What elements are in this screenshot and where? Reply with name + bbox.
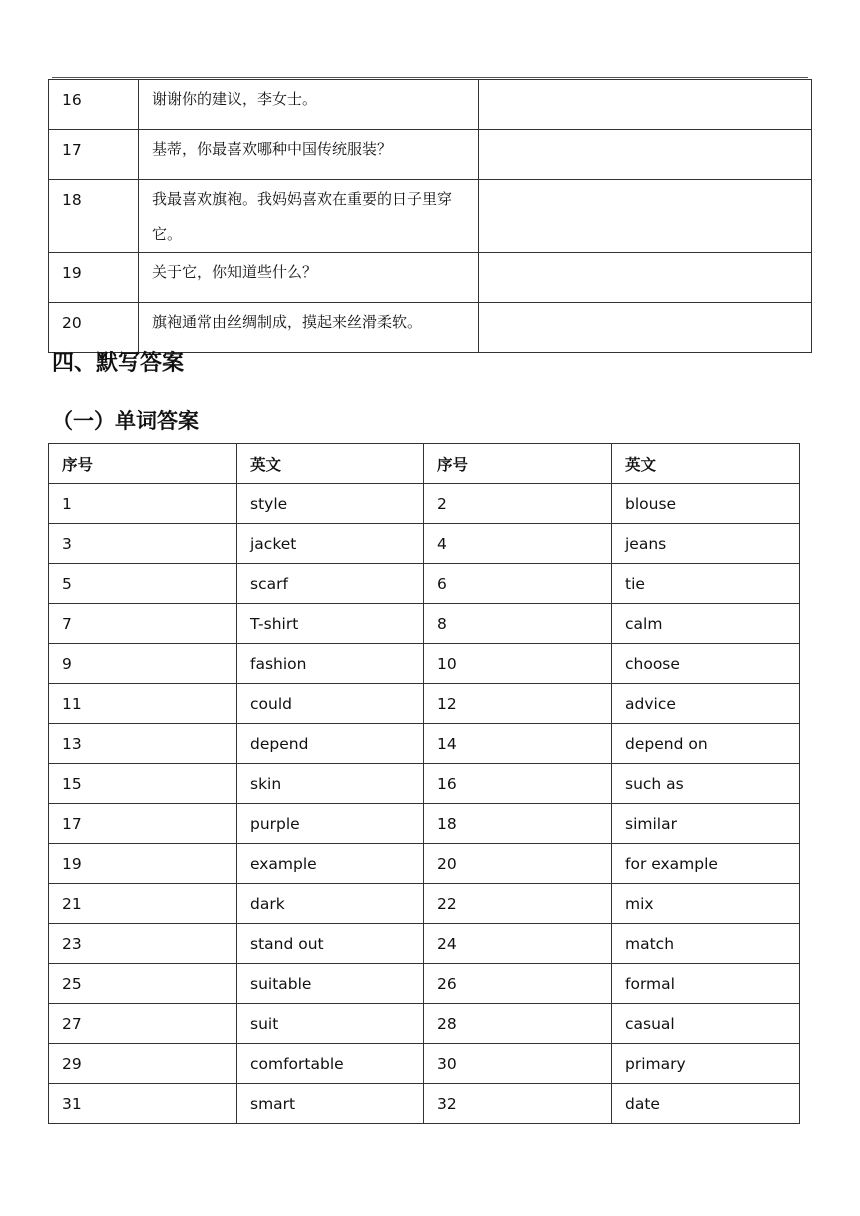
- word-table-header-row: [49, 444, 800, 484]
- english-word: scarf: [237, 564, 424, 604]
- english-word: could: [237, 684, 424, 724]
- header-english: 英文: [612, 444, 800, 484]
- chinese-sentence: 旗袍通常由丝绸制成，摸起来丝滑柔软。: [139, 303, 479, 353]
- chinese-sentence: 关于它，你知道些什么？: [139, 253, 479, 303]
- table-row: [49, 724, 800, 764]
- sentence-table: [48, 79, 812, 353]
- chinese-sentence: 谢谢你的建议，李女士。: [139, 80, 479, 130]
- english-word: mix: [612, 884, 800, 924]
- section-title: 四、默写答案: [52, 351, 185, 376]
- table-row: [49, 130, 812, 180]
- table-row: [49, 564, 800, 604]
- table-row: [49, 604, 800, 644]
- table-row: [49, 1004, 800, 1044]
- word-number: 12: [424, 684, 612, 724]
- english-word: skin: [237, 764, 424, 804]
- word-number: 4: [424, 524, 612, 564]
- english-word: purple: [237, 804, 424, 844]
- word-number: 7: [49, 604, 237, 644]
- english-word: T-shirt: [237, 604, 424, 644]
- word-number: 30: [424, 1044, 612, 1084]
- row-number: 18: [49, 180, 139, 253]
- word-number: 13: [49, 724, 237, 764]
- word-number: 19: [49, 844, 237, 884]
- word-number: 14: [424, 724, 612, 764]
- word-number: 8: [424, 604, 612, 644]
- word-number: 29: [49, 1044, 237, 1084]
- word-number: 28: [424, 1004, 612, 1044]
- english-word: date: [612, 1084, 800, 1124]
- word-number: 20: [424, 844, 612, 884]
- answer-cell: [479, 303, 812, 353]
- header-english: 英文: [237, 444, 424, 484]
- english-word: match: [612, 924, 800, 964]
- english-word: depend on: [612, 724, 800, 764]
- word-number: 5: [49, 564, 237, 604]
- table-row: [49, 804, 800, 844]
- table-row: [49, 80, 812, 130]
- word-number: 15: [49, 764, 237, 804]
- answer-cell: [479, 80, 812, 130]
- english-word: stand out: [237, 924, 424, 964]
- row-number: 16: [49, 80, 139, 130]
- header-number: 序号: [424, 444, 612, 484]
- english-word: similar: [612, 804, 800, 844]
- table-row: [49, 764, 800, 804]
- table-row: [49, 884, 800, 924]
- english-word: advice: [612, 684, 800, 724]
- english-word: formal: [612, 964, 800, 1004]
- table-row: [49, 964, 800, 1004]
- word-answer-table: [48, 443, 800, 1124]
- word-number: 25: [49, 964, 237, 1004]
- english-word: for example: [612, 844, 800, 884]
- word-number: 22: [424, 884, 612, 924]
- table-row: [49, 484, 800, 524]
- word-number: 3: [49, 524, 237, 564]
- word-number: 1: [49, 484, 237, 524]
- chinese-sentence: 基蒂，你最喜欢哪种中国传统服装？: [139, 130, 479, 180]
- english-word: style: [237, 484, 424, 524]
- english-word: calm: [612, 604, 800, 644]
- english-word: casual: [612, 1004, 800, 1044]
- english-word: depend: [237, 724, 424, 764]
- table-row: [49, 1044, 800, 1084]
- word-number: 26: [424, 964, 612, 1004]
- word-number: 18: [424, 804, 612, 844]
- english-word: dark: [237, 884, 424, 924]
- table-row: [49, 1084, 800, 1124]
- english-word: jeans: [612, 524, 800, 564]
- english-word: choose: [612, 644, 800, 684]
- english-word: jacket: [237, 524, 424, 564]
- answer-cell: [479, 130, 812, 180]
- word-number: 9: [49, 644, 237, 684]
- table-row: [49, 684, 800, 724]
- word-number: 27: [49, 1004, 237, 1044]
- word-number: 31: [49, 1084, 237, 1124]
- table-row: [49, 253, 812, 303]
- table-row: [49, 524, 800, 564]
- word-number: 32: [424, 1084, 612, 1124]
- english-word: fashion: [237, 644, 424, 684]
- english-word: smart: [237, 1084, 424, 1124]
- table-row: [49, 924, 800, 964]
- word-number: 11: [49, 684, 237, 724]
- word-number: 2: [424, 484, 612, 524]
- answer-cell: [479, 180, 812, 253]
- table-row: [49, 644, 800, 684]
- header-number: 序号: [49, 444, 237, 484]
- english-word: primary: [612, 1044, 800, 1084]
- row-number: 20: [49, 303, 139, 353]
- word-number: 10: [424, 644, 612, 684]
- english-word: example: [237, 844, 424, 884]
- top-rule: [52, 77, 808, 78]
- subsection-title: （一）单词答案: [52, 409, 199, 433]
- chinese-sentence: 我最喜欢旗袍。我妈妈喜欢在重要的日子里穿它。: [139, 180, 479, 253]
- word-number: 17: [49, 804, 237, 844]
- table-row: [49, 180, 812, 253]
- word-number: 21: [49, 884, 237, 924]
- word-number: 6: [424, 564, 612, 604]
- english-word: suit: [237, 1004, 424, 1044]
- english-word: tie: [612, 564, 800, 604]
- table-row: [49, 844, 800, 884]
- english-word: such as: [612, 764, 800, 804]
- row-number: 17: [49, 130, 139, 180]
- word-number: 24: [424, 924, 612, 964]
- word-number: 16: [424, 764, 612, 804]
- english-word: blouse: [612, 484, 800, 524]
- table-row: [49, 303, 812, 353]
- english-word: comfortable: [237, 1044, 424, 1084]
- english-word: suitable: [237, 964, 424, 1004]
- row-number: 19: [49, 253, 139, 303]
- word-number: 23: [49, 924, 237, 964]
- answer-cell: [479, 253, 812, 303]
